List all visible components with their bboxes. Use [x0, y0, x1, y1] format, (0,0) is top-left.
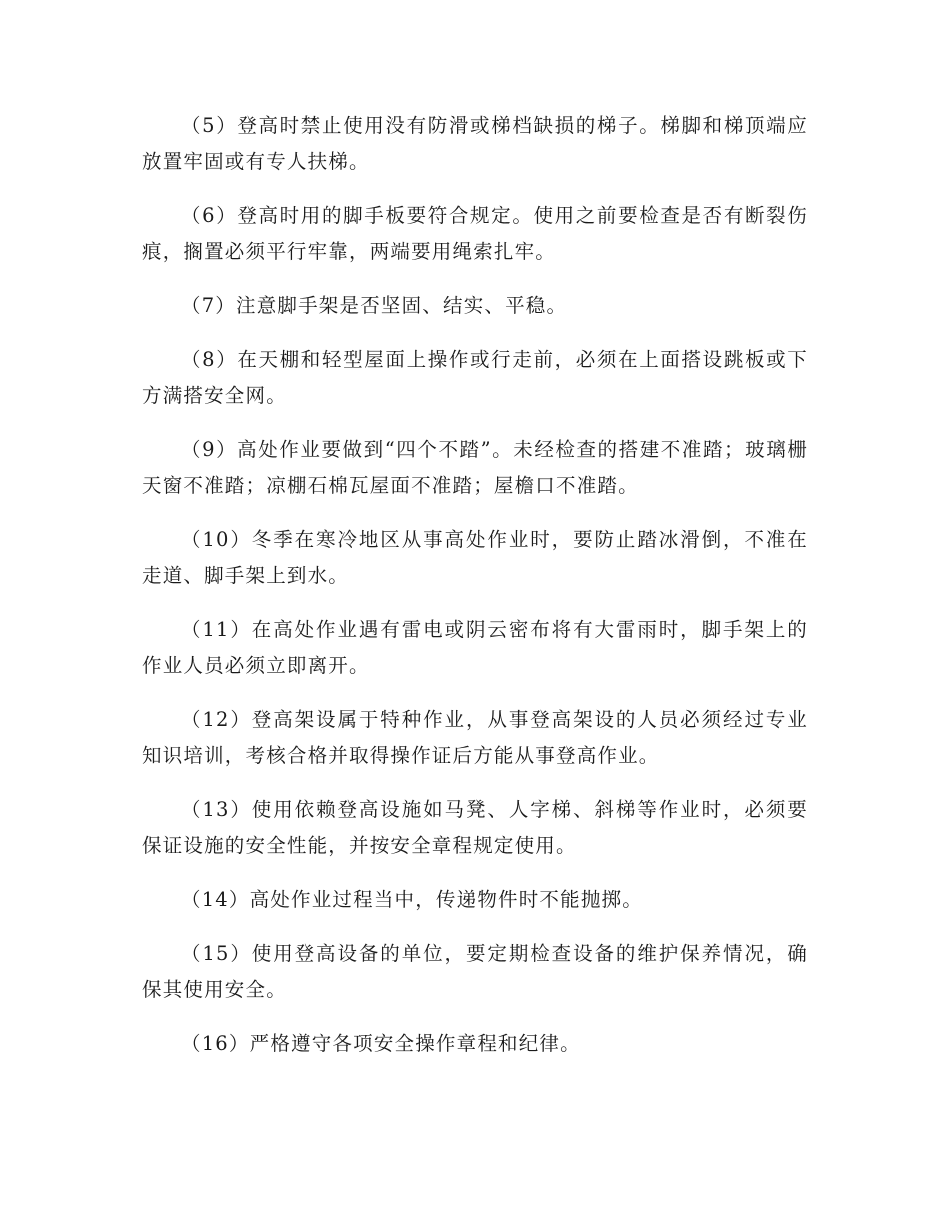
- paragraph-item-8: （8）在天棚和轻型屋面上操作或行走前，必须在上面搭设跳板或下方满搭安全网。: [142, 348, 808, 407]
- paragraph-item-10: （10）冬季在寒冷地区从事高处作业时，要防止踏冰滑倒，不准在走道、脚手架上到水。: [142, 528, 808, 587]
- paragraph-item-11: （11）在高处作业遇有雷电或阴云密布将有大雷雨时，脚手架上的作业人员必须立即离开。: [142, 618, 808, 677]
- paragraph-item-12: （12）登高架设属于特种作业，从事登高架设的人员必须经过专业知识培训，考核合格并取得操作证后方能从事登高作业。: [142, 708, 808, 767]
- paragraph-item-9: （9）高处作业要做到“四个不踏”。未经检查的搭建不准踏；玻璃栅天窗不准踏；凉棚石棉瓦屋面不准踏；屋檐口不准踏。: [142, 438, 808, 497]
- paragraph-item-15: （15）使用登高设备的单位，要定期检查设备的维护保养情况，确保其使用安全。: [142, 942, 808, 1001]
- paragraph-item-7: （7）注意脚手架是否坚固、结实、平稳。: [181, 294, 568, 317]
- paragraph-item-6: （6）登高时用的脚手板要符合规定。使用之前要检查是否有断裂伤痕，搁置必须平行牢靠，两端要用绳索扎牢。: [142, 204, 808, 263]
- document-body: [142, 108, 808, 1080]
- paragraph-item-13: （13）使用依赖登高设施如马凳、人字梯、斜梯等作业时，必须要保证设施的安全性能，并按安全章程规定使用。: [142, 798, 808, 857]
- paragraph-item-5: （5）登高时禁止使用没有防滑或梯档缺损的梯子。梯脚和梯顶端应放置牢固或有专人扶梯。: [142, 114, 808, 173]
- paragraph-item-14: （14）高处作业过程当中，传递物件时不能抛掷。: [181, 888, 643, 911]
- paragraph-item-16: （16）严格遵守各项安全操作章程和纪律。: [181, 1032, 581, 1055]
